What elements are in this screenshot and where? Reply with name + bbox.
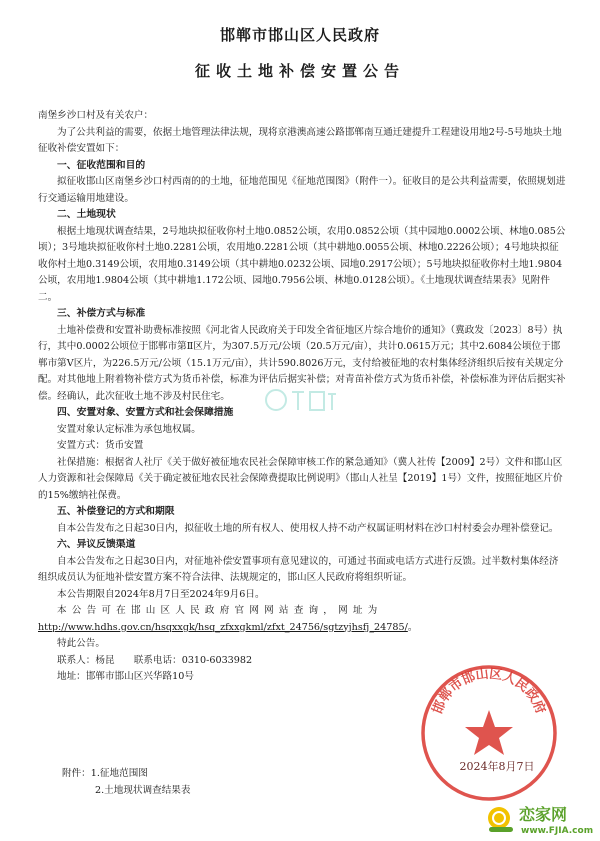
page-title: 征收土地补偿安置公告 — [194, 62, 405, 80]
closing-statement: 特此公告。 — [57, 638, 105, 649]
notice-period: 本公告期限自2024年8月7日至2024年9月6日。 — [57, 588, 265, 600]
website-url-end: 。 — [407, 621, 418, 633]
watermark-logo-icon — [262, 380, 342, 420]
website-url-line — [38, 620, 568, 637]
brand-domain[interactable]: www.FJIA.com — [521, 826, 594, 836]
contact-person: 联系人：杨昆 联系电话：0310-6033982 — [57, 654, 253, 666]
social-security-paragraph: 社保措施：根据省人社厅《关于做好被征地农民社会保障审核工作的紧急通知》（冀人社传【2009】2号）文件和邯山区人力资源和社会保障局《关于确定被征地农民社会保障费提取比例说明》（邯山人社呈【2019】1号）文件，按照征地区片价的15%缴纳社保费。 — [38, 456, 563, 501]
section-heading-resettlement: 四、安置对象、安置方式和社会保障措施 — [57, 407, 234, 418]
brand-name: 恋家网 — [519, 805, 568, 824]
seal-star-icon — [465, 710, 513, 755]
registration-paragraph: 自本公告发布之日起30日内，拟征收土地的所有权人、使用权人持不动产权属证明材料在沙口村村委会办理补偿登记。 — [57, 522, 559, 534]
website-lookup: 本公告可在邯山区人民政府官网网站查询，网址为 — [57, 605, 383, 616]
compensation-paragraph: 土地补偿费和安置补助费标准按照《河北省人民政府关于印发全省征地区片综合地价的通知》（冀政发〔2023〕8号）执行，其中0.0002公顷位于邯郸市第Ⅱ区片，为307.5万元/公顷（20.5万元/亩），共计0.0615万元；其中2.6084公顷位于邯郸市第Ⅴ区片，为226.5万元/公顷（15.1万元/亩），共计590.8026万元，支付给被征地的农村集体经济组织后按有关规定分配。对其他地上附着物补偿方式为货币补偿，标准为评估后据实补偿；对青苗补偿方式为货币补偿，补偿标准为评估后据实补偿。经确认，此次征收土地不涉及村民住宅。 — [38, 324, 566, 402]
section-heading-compensation: 三、补偿方式与标准 — [57, 308, 146, 319]
site-logo — [485, 800, 597, 838]
attachment-2: 2.土地现状调查结果表 — [95, 785, 191, 796]
land-status-paragraph: 根据土地现状调查结果，2号地块拟征收你村土地0.0852公顷，农用0.0852公顷（其中园地0.0002公顷、林地0.085公顷）；3号地块拟征收你村土地0.2281公顷，农用地0.2281公顷（其中耕地0.0055公顷、林地0.2226公顷）；4号地块拟征收你村土地0.3149公顷，农用地0.3149公顷（其中耕地0.0232公顷、园地0.2917公顷）；5号地块拟征收你村土地1.9804公顷，农用地1.9804公顷（其中耕地1.172公顷、园地0.7956公顷、林地0.0128公顷）。《土地现状调查结果表》见附件二。 — [38, 225, 566, 303]
section-heading-registration: 五、补偿登记的方式和期限 — [57, 506, 175, 517]
resettlement-target: 安置对象认定标准为承包地权属。 — [57, 423, 201, 435]
scope-paragraph: 拟征收邯山区南堡乡沙口村西南的的土地，征地范围见《征地范围图》（附件一）。征收目的是公共利益需要，依照规划进行交通运输用地建设。 — [38, 176, 566, 204]
attachments-list — [62, 765, 191, 799]
seal-org-text: 邯郸市邯山区人民政府 — [430, 666, 548, 717]
intro-paragraph: 为了公共利益的需要，依据土地管理法律法规，现将京港澳高速公路邯郸南互通迁建提升工程建设用地2号-5号地块土地征收补偿安置如下： — [38, 126, 562, 154]
snail-logo-icon — [488, 807, 513, 832]
objection-paragraph: 自本公告发布之日起30日内，对征地补偿安置事项有意见建议的，可通过书面或电话方式进行反馈。过半数村集体经济组织成员认为征地补偿安置方案不符合法律、法规规定的，邯山区人民政府将组织听证。 — [38, 555, 559, 583]
contact-address: 地址：邯郸市邯山区兴华路10号 — [57, 671, 194, 682]
svg-text:邯郸市邯山区人民政府 — [429, 666, 548, 717]
section-heading-scope: 一、征收范围和目的 — [57, 159, 146, 171]
section-heading-objection: 六、异议反馈渠道 — [57, 539, 136, 550]
resettlement-method: 安置方式：货币安置 — [57, 440, 144, 451]
section-heading-land-status: 二、土地现状 — [57, 209, 116, 220]
attachment-1: 附件：1.征地范围图 — [62, 768, 148, 779]
seal-date: 2024年8月7日 — [459, 760, 535, 773]
official-seal-stamp — [414, 658, 564, 808]
website-url-link[interactable]: http://www.hdhs.gov.cn/hsqxxgk/hsq_zfxxgkml/zfxt_24756/sgtzyjhsfj_24785/ — [38, 621, 408, 633]
salutation: 南堡乡沙口村及有关农户： — [38, 110, 154, 121]
issuing-organization: 邯郸市邯山区人民政府 — [219, 26, 380, 44]
